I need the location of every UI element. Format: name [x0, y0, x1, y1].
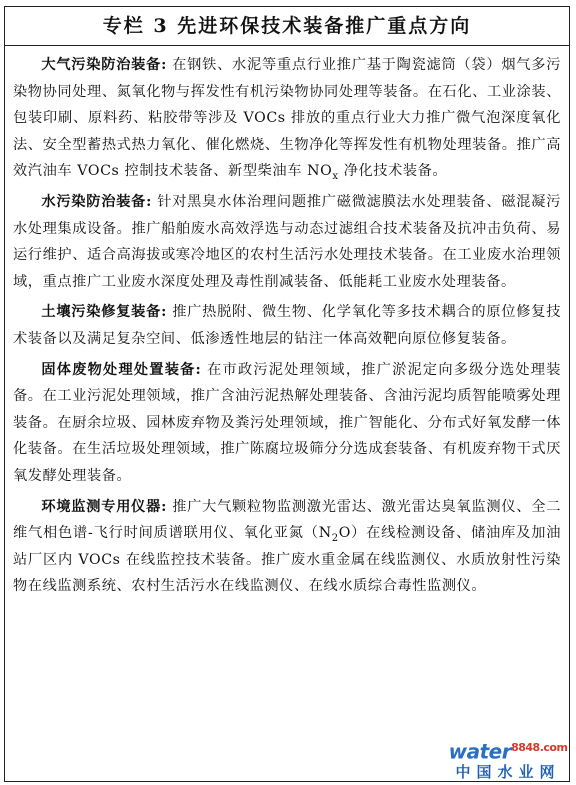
section-lead: 大气污染防治装备:: [41, 57, 167, 73]
subscript: 2: [331, 532, 339, 544]
box-body: [5, 46, 569, 600]
watermark-name: 中国水业网: [455, 762, 561, 781]
feature-box: [4, 6, 570, 782]
watermark-number: 8848: [511, 741, 540, 754]
site-watermark: [448, 737, 568, 781]
subscript: x: [332, 171, 339, 183]
watermark-logo: [448, 737, 568, 763]
section-soil-remediation: [13, 299, 561, 352]
section-text: 推广大气颗粒物监测激光雷达、激光雷达臭氧监测仪、全二维气相色谱-飞行时间质谱联用仪、氧化亚氮（N: [13, 498, 562, 542]
section-environment-monitoring: [13, 494, 561, 600]
section-lead: 环境监测专用仪器:: [41, 498, 167, 515]
section-text: 推广热脱附、微生物、化学氧化等多技术耦合的原位修复技术装备以及满足复杂空间、低渗透性地层的钻注一体高效靶向原位修复装备。: [13, 304, 562, 347]
section-text: 在钢铁、水泥等重点行业推广基于陶瓷滤筒（袋）烟气多污染物协同处理、氮氧化物与挥发性有机污染物协同处理等装备。在石化、工业涂装、包装印刷、原料药、粘胶带等涉及 VOCs 排放的重点行业大力推广微气泡深度氧化法、安全型蓄热式热力氧化、催化燃烧、生物净化等挥发性有机物处理装备。推广高效汽油车 VOCs 控制技术装备、新型柴油车 NO: [13, 57, 562, 180]
section-lead: 水污染防治装备:: [41, 193, 152, 210]
section-text: 针对黑臭水体治理问题推广磁微滤膜法水处理装备、磁混凝污水处理集成设备。推广船舶废水高效浮选与动态过滤组合技术装备及抗冲击负荷、易运行维护、适合高海拔或寒冷地区的农村生活污水处理技术装备。在工业废水治理领域，重点推广工业废水深度处理及毒性削减装备、低能耗工业废水处理装备。: [13, 193, 561, 290]
box-title: 专栏 3 先进环保技术装备推广重点方向: [5, 7, 569, 46]
section-air-pollution: [13, 52, 561, 185]
section-lead: 土壤污染修复装备:: [41, 304, 167, 321]
section-text-cont: O）在线检测设备、储油库及加油站厂区内 VOCs 在线监控技术装备。推广废水重金属在线监测仪、水质放射性污染物在线监测系统、农村生活污水在线监测仪、在线水质综合毒性监测仪。: [13, 525, 561, 595]
section-water-pollution: [13, 189, 561, 295]
watermark-suffix: .com: [539, 741, 568, 754]
watermark-brand: water: [448, 739, 512, 764]
section-text-cont: 净化技术装备。: [338, 163, 448, 180]
section-solid-waste: [13, 357, 561, 490]
section-lead: 固体废物处理处置装备:: [41, 361, 202, 378]
section-text: 在市政污泥处理领域，推广淤泥定向多级分选处理装备。在工业污泥处理领域，推广含油污泥热解处理装备、含油污泥均质智能喷雾处理装备。在厨余垃圾、园林废弃物及粪污处理领域，推广智能化、分布式好氧发酵一体化装备。在生活垃圾处理领域，推广陈腐垃圾筛分分选成套装备、有机废弃物干式厌氧发酵处理装备。: [13, 361, 561, 484]
